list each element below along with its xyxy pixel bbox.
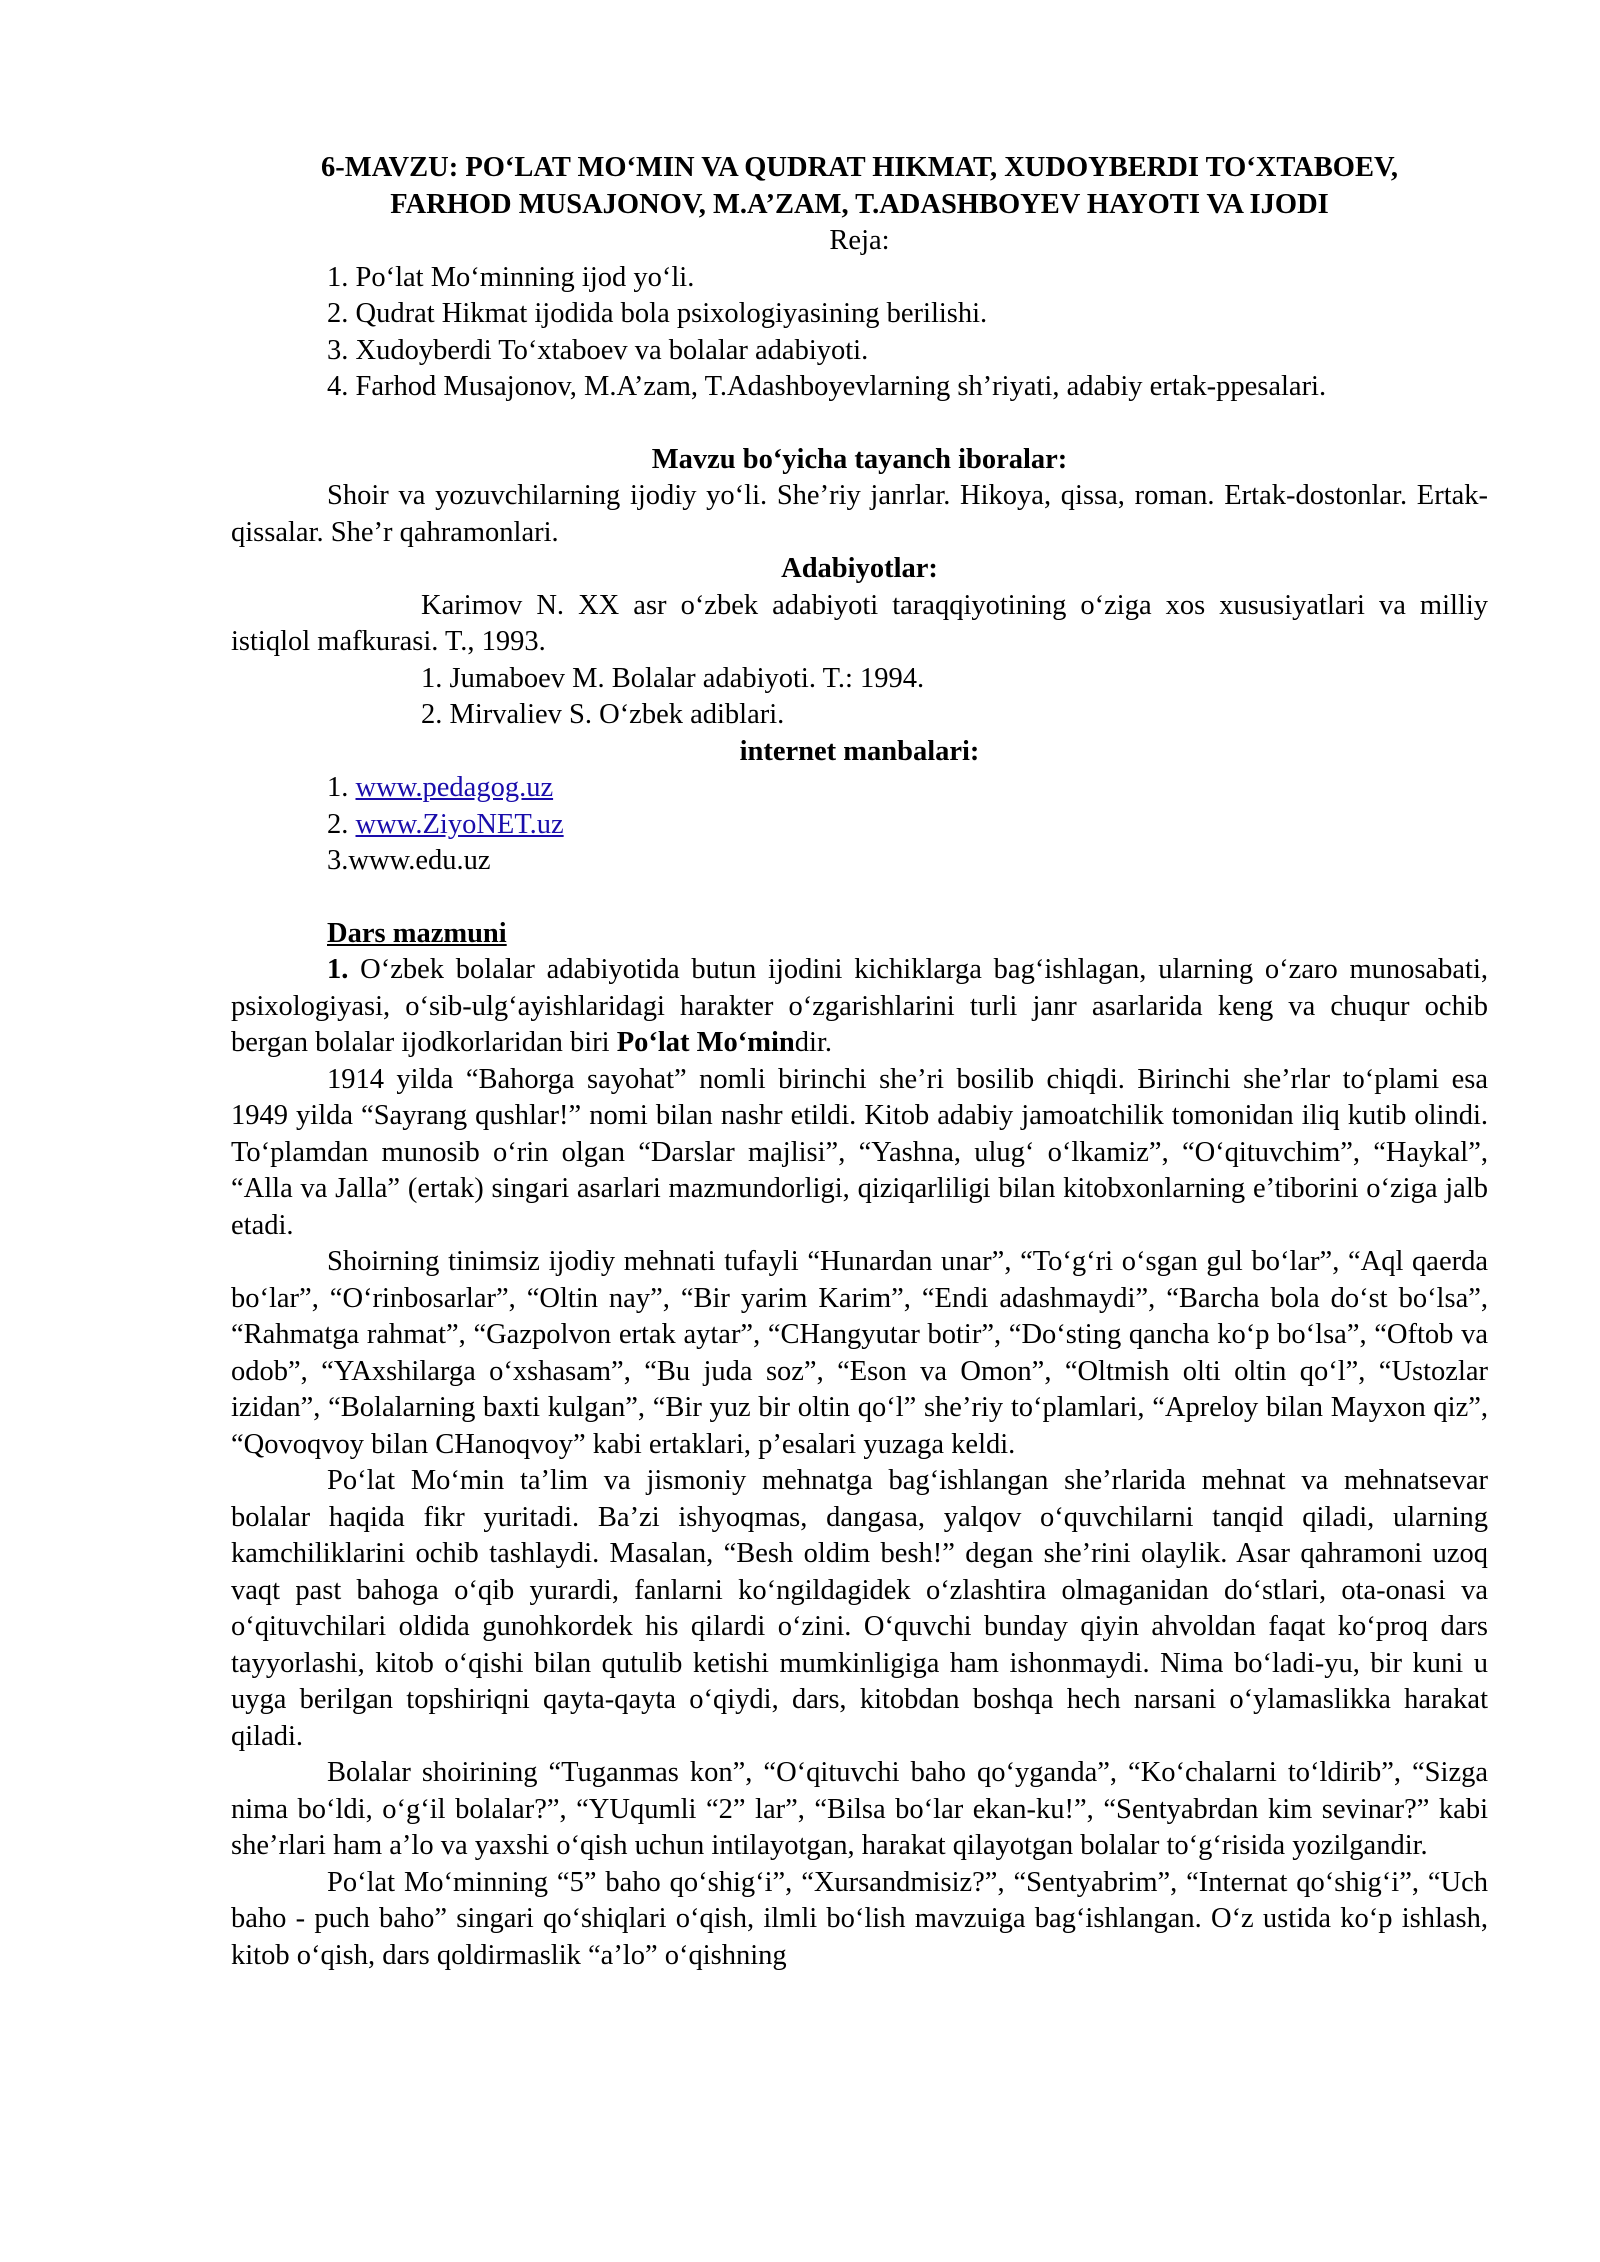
document-page [231,150,1488,1974]
title-line-1: 6-MAVZU: PO‘LAT MO‘MIN VA QUDRAT HIKMAT, XUDOYBERDI TO‘XTABOEV, [320,152,1399,183]
reference-item: Karimov N. XX asr o‘zbek adabiyoti taraqqiyotining o‘ziga xos xususiyatlari va milliy istiqlol mafkurasi. T., 1993. [231,589,1488,657]
body-paragraph-4: Po‘lat Mo‘min ta’lim va jismoniy mehnatga bag‘ishlangan she’rlarida mehnat va mehnatsevar bolalar haqida fikr yuritadi. Ba’zi ishyoqmas, dangasa, yalqov o‘quvchilarni tanqid qiladi, ularning kamchiliklarini ochib tashlaydi. Masalan, “Besh oldim besh!” degan she’rini olaylik. Asar qahramoni uzoq vaqt past bahoga o‘qib yurardi, fanlarni ko‘ngildagidek o‘zlashtira olmaganidan do‘stlari, ota-onasi va o‘qituvchilari oldida gunohkordek his qilardi o‘zini. O‘quvchi bunday qiyin ahvoldan faqat ko‘proq dars tayyorlashi, kitob o‘qishi bilan qutulib ketishi mumkinligiga ham ishonmaydi. Nima bo‘ladi-yu, bir kuni u uyga berilgan topshiriqni qayta-qayta o‘qiydi, dars, kitobdan boshqa hech narsani o‘ylamaslikka harakat qiladi. [231,1465,1488,1752]
plan-heading: Reja: [829,225,890,256]
body-paragraph-6: Po‘lat Mo‘minning “5” baho qo‘shig‘i”, “Xursandmisiz?”, “Sentyabrim”, “Internat qo‘shig‘i”, “Uch baho - puch baho” singari qo‘shiqlari o‘qish, ilmli bo‘lish mavzuiga bag‘ishlangan. O‘z ustida ko‘p ishlash, kitob o‘qish, dars qoldirmaslik “a’lo” o‘qishning [231,1866,1488,1971]
internet-item-number: 2. [327,808,356,840]
plan-list [231,260,1488,406]
paragraph-text: O‘zbek bolalar adabiyotida butun ijodini kichiklarga bag‘ishlagan, ularning o‘zaro munosabati, psixologiyasi, o‘sib-ulg‘ayishlaridagi harakter o‘zgarishlarini turli janr asarlarida keng va chuqur ochib bergan bolalar ijodkorlaridan biri [231,954,1488,1058]
references-heading: Adabiyotlar: [781,553,938,584]
body-paragraph-1 [231,952,1488,1062]
plan-item: 2. Qudrat Hikmat ijodida bola psixologiyasining berilishi. [327,298,988,329]
reference-item: 2. Mirvaliev S. O‘zbek adiblari. [421,699,785,730]
body-paragraph-3: Shoirning tinimsiz ijodiy mehnati tufayli “Hunardan unar”, “To‘g‘ri o‘sgan gul bo‘lar”, “Aql qaerda bo‘lar”, “O‘rinbosarlar”, “Oltin nay”, “Bir yarim Karim”, “Endi adashmaydi”, “Barcha bola do‘st bo‘lsa”, “Rahmatga rahmat”, “Gazpolvon ertak aytar”, “CHangyutar botir”, “Do‘sting qancha ko‘p bo‘lsa”, “Oftob va odob”, “YAxshilarga o‘xshasam”, “Bu juda soz”, “Eson va Omon”, “Oltmish olti oltin qo‘l”, “Ustozlar izidan”, “Bolalarning baxti kulgan”, “Bir yuz bir oltin qo‘l” she’riy to‘plamlari, “Apreloy bilan Mayxon qiz”, “Qovoqvoy bilan CHanoqvoy” kabi ertaklari, p’esalari yuzaga keldi. [231,1246,1488,1460]
internet-heading: internet manbalari: [739,735,980,767]
spacer [231,880,1488,916]
keywords-paragraph: Shoir va yozuvchilarning ijodiy yo‘li. She’riy janrlar. Hikoya, qissa, roman. Ertak-dostonlar. Ertak-qissalar. She’r qahramonlari. [231,480,1488,548]
title-line-2: FARHOD MUSAJONOV, M.A’ZAM, T.ADASHBOYEV HAYOTI VA IJODI [390,188,1329,220]
document-title [231,150,1488,223]
plan-item: 3. Xudoyberdi To‘xtaboev va bolalar adabiyoti. [327,334,869,366]
internet-item [231,843,1488,880]
spacer [231,406,1488,442]
body-paragraph-5: Bolalar shoirining “Tuganmas kon”, “O‘qituvchi baho qo‘yganda”, “Ko‘chalarni to‘ldirib”, “Sizga nima bo‘ldi, o‘g‘il bolalar?”, “YUqumli “2” lar”, “Bilsa bo‘lar ekan-ku!”, “Sentyabrdan kim sevinar?” kabi she’rlari ham a’lo va yaxshi o‘qish uchun intilayotgan, harakat qilayotgan bolalar to‘g‘risida yozilgandir. [231,1757,1488,1861]
ziyonet-link[interactable]: www.ZiyoNET.uz [355,808,564,840]
body-paragraph-2: 1914 yilda “Bahorga sayohat” nomli birinchi she’ri bosilib chiqdi. Birinchi she’rlar to‘plami esa 1949 yilda “Sayrang qushlar!” nomi bilan nashr etildi. Kitob adabiy jamoatchilik tomonidan iliq kutib olindi. To‘plamdan munosib o‘rin olgan “Darslar majlisi”, “Yashna, ulug‘ o‘lkamiz”, “O‘qituvchim”, “Haykal”, “Alla va Jalla” (ertak) singari asarlari mazmundorligi, qiziqarliligi bilan kitobxonlarning e’tiborini o‘ziga jalb etadi. [231,1063,1488,1241]
plan-item: 4. Farhod Musajonov, M.A’zam, T.Adashboyevlarning sh’riyati, adabiy ertak-ppesalari. [327,371,1327,402]
internet-item [231,807,1488,844]
author-name: Po‘lat Mo‘min [616,1027,795,1058]
plan-item: 1. Po‘lat Mo‘minning ijod yo‘li. [327,261,695,293]
internet-item-number: 3. [327,845,349,876]
keywords-heading: Mavzu bo‘yicha tayanch iboralar: [651,443,1068,475]
pedagog-link[interactable]: www.pedagog.uz [355,772,554,803]
paragraph-text: dir. [794,1027,832,1058]
paragraph-number: 1. [327,954,349,985]
edu-text: www.edu.uz [348,845,491,876]
lesson-heading: Dars mazmuni [327,917,507,949]
internet-item-number: 1. [327,772,356,803]
internet-item [231,770,1488,807]
reference-item: 1. Jumaboev M. Bolalar adabiyoti. T.: 1994. [421,662,925,694]
